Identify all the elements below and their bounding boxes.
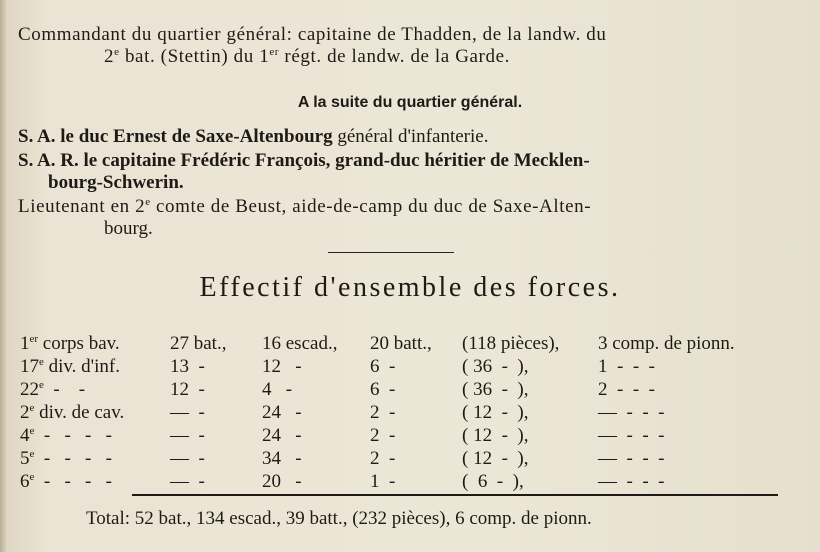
commandant-mid: bat. (Stettin) du 1 — [119, 46, 270, 67]
table-cell-e: — - - - — [598, 402, 665, 423]
total-line: Total: 52 bat., 134 escad., 39 batt., (232 pièces), 6 comp. de pionn. — [86, 508, 592, 529]
table-cell-a: — - — [170, 448, 205, 469]
total-rule — [132, 494, 778, 496]
table-cell-e: — - - - — [598, 448, 665, 469]
table-cell-b: 16 escad., — [262, 333, 338, 354]
section-divider — [328, 252, 454, 253]
ordinal-num: 2 — [104, 46, 115, 67]
table-cell-a: 12 - — [170, 379, 205, 400]
suite-line-5: bourg. — [104, 218, 153, 239]
table-cell-c: 6 - — [370, 379, 396, 400]
unit-label: 22e - - — [20, 379, 86, 400]
table-cell-c: 20 batt., — [370, 333, 432, 354]
table-cell-a: — - — [170, 402, 205, 423]
suite-line-3: bourg-Schwerin. — [48, 172, 184, 193]
table-cell-b: 24 - — [262, 402, 302, 423]
table-cell-e: — - - - — [598, 471, 665, 492]
table-cell-a: — - — [170, 471, 205, 492]
unit-label: 6e - - - - — [20, 471, 112, 492]
table-cell-b: 20 - — [262, 471, 302, 492]
duke-ernest: S. A. le duc Ernest de Saxe-Altenbourg — [18, 126, 333, 147]
table-cell-a: — - — [170, 425, 205, 446]
suite-heading: A la suite du quartier général. — [297, 94, 523, 111]
unit-label: 2e div. de cav. — [20, 402, 125, 423]
table-cell-c: 1 - — [370, 471, 396, 492]
table-row — [0, 332, 820, 356]
suite-line-2: S. A. R. le capitaine Frédéric François, grand-duc héritier de Mecklen- — [18, 150, 590, 171]
table-cell-e: 1 - - - — [598, 356, 655, 377]
commandant-text: Commandant du quartier général: capitaine de Thadden, de la landw. du — [18, 24, 607, 45]
table-cell-a: 27 bat., — [170, 333, 227, 354]
unit-label: 4e - - - - — [20, 425, 112, 446]
table-cell-c: 2 - — [370, 425, 396, 446]
table-cell-d: ( 12 - ), — [462, 425, 529, 446]
commandant-line-1 — [18, 24, 607, 46]
table-cell-e: 2 - - - — [598, 379, 655, 400]
duke-ernest-rank: général d'infanterie. — [332, 126, 489, 147]
table-cell-e: 3 comp. de pionn. — [598, 333, 735, 354]
table-cell-b: 34 - — [262, 448, 302, 469]
table-row — [0, 401, 820, 425]
table-row — [0, 355, 820, 379]
table-cell-d: (118 pièces), — [462, 333, 560, 354]
table-cell-d: ( 6 - ), — [462, 471, 524, 492]
unit-label: 17e div. d'inf. — [20, 356, 120, 377]
commandant-post: régt. de landw. de la Garde. — [279, 46, 510, 67]
lieutenant-sup: e — [145, 196, 151, 208]
table-cell-d: ( 36 - ), — [462, 356, 529, 377]
lieutenant-post: comte de Beust, aide-de-camp du duc de Saxe-Alten- — [150, 196, 592, 217]
commandant-line-2 — [104, 46, 510, 68]
unit-label: 5e - - - - — [20, 448, 112, 469]
table-cell-c: 6 - — [370, 356, 396, 377]
table-cell-b: 24 - — [262, 425, 302, 446]
table-cell-b: 4 - — [262, 379, 293, 400]
ordinal-sup: e — [114, 46, 120, 58]
table-cell-c: 2 - — [370, 448, 396, 469]
unit-label: 1er corps bav. — [20, 333, 120, 354]
table-cell-e: — - - - — [598, 425, 665, 446]
table-row — [0, 447, 820, 471]
table-cell-c: 2 - — [370, 402, 396, 423]
lieutenant-pre: Lieutenant en 2 — [18, 196, 146, 217]
effectif-title: Effectif d'ensemble des forces. — [199, 272, 621, 303]
table-row — [0, 424, 820, 448]
ordinal-sup-2: er — [269, 46, 280, 58]
table-cell-a: 13 - — [170, 356, 205, 377]
table-row — [0, 378, 820, 402]
table-cell-d: ( 12 - ), — [462, 448, 529, 469]
suite-line-4 — [18, 196, 591, 218]
table-cell-d: ( 12 - ), — [462, 402, 529, 423]
table-row — [0, 470, 820, 494]
table-cell-d: ( 36 - ), — [462, 379, 529, 400]
suite-line-1 — [18, 126, 488, 148]
table-cell-b: 12 - — [262, 356, 302, 377]
